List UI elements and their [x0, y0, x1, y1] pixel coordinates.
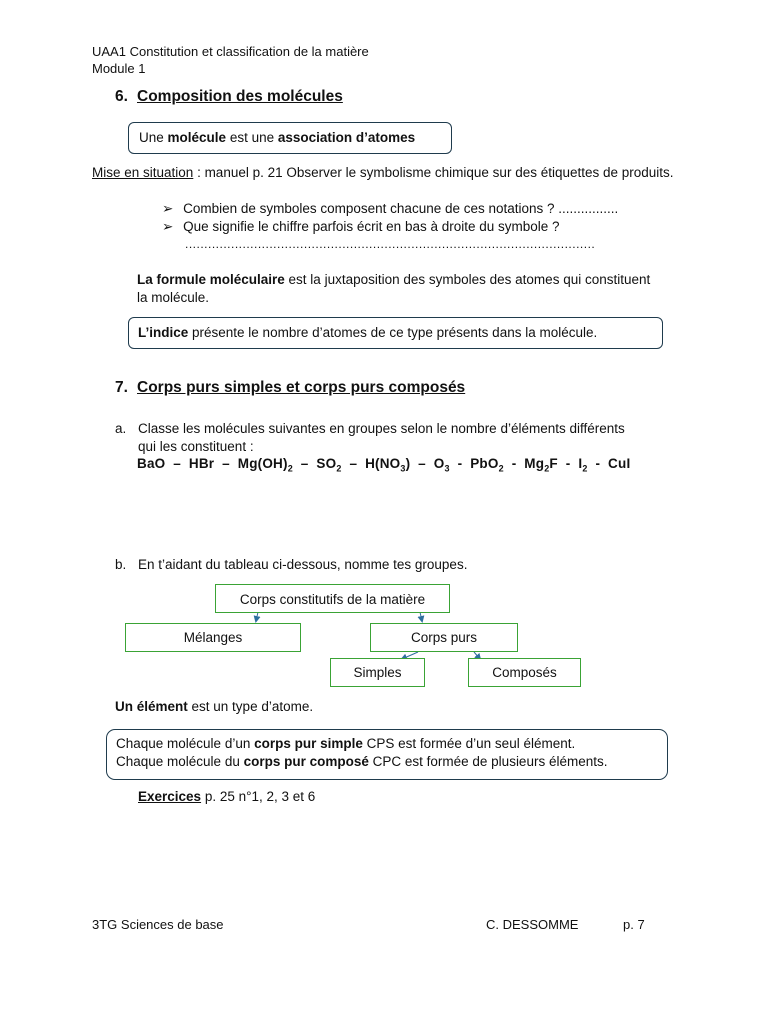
mise-text: : manuel p. 21 Observer le symbolisme chimique sur des étiquettes de produits.: [193, 165, 674, 180]
diagram-corps-purs-box: Corps purs: [370, 623, 518, 652]
footer-page-number: p. 7: [623, 917, 645, 932]
diagram-root-box: Corps constitutifs de la matière: [215, 584, 450, 613]
def-text-2: est une: [226, 130, 278, 145]
element-definition: [115, 698, 313, 716]
def-text-1: Une: [139, 130, 168, 145]
header-title: UAA1 Constitution et classification de la matière: [92, 44, 369, 59]
formula-CuI: CuI: [608, 456, 631, 471]
exercices-line: [138, 788, 315, 806]
def-bold-molecule: molécule: [167, 130, 227, 145]
section-7-title: Corps purs simples et corps purs composés: [137, 379, 466, 396]
header-module: Module 1: [92, 61, 146, 76]
cps-cpc-box: [106, 729, 668, 780]
formula-bold: La formule moléculaire: [137, 272, 285, 287]
footer-author: C. DESSOMME: [486, 917, 579, 932]
mise-label: Mise en situation: [92, 165, 194, 180]
indice-bold: L’indice: [138, 325, 189, 340]
element-bold: Un élément: [115, 699, 188, 714]
formula-text: est la juxtaposition des symboles des atomes qui constituent la molécule.: [137, 272, 651, 305]
diagram-simples-box: Simples: [330, 658, 425, 687]
formula-BaO: BaO: [137, 456, 166, 471]
formula-Mg2F: $Mg_2F$: [524, 456, 558, 474]
exercices-text: p. 25 n°1, 2, 3 et 6: [201, 789, 316, 804]
exercices-label: Exercices: [138, 789, 202, 804]
item-a-label: a.: [115, 421, 127, 436]
element-text: est un type d’atome.: [187, 699, 314, 714]
formula-MgOH2: $Mg(OH)_2$: [237, 456, 293, 474]
footer-course: 3TG Sciences de base: [92, 917, 224, 932]
formula-HBr: HBr: [188, 456, 215, 471]
diagram-melanges-box: Mélanges: [125, 623, 301, 652]
cpc-line: Chaque molécule du corps pur composé CPC est formée de plusieurs éléments.: [116, 754, 608, 769]
arrow-bullet-icon: ➢: [162, 219, 174, 234]
bullet-1-text: Combien de symboles composent chacune de ces notations ? ................: [183, 201, 619, 216]
formula-O3: $O_3$: [433, 456, 450, 474]
diagram-composes-box: Composés: [468, 658, 581, 687]
section-6-number: 6.: [115, 88, 128, 105]
indice-text: présente le nombre d’atomes de ce type présents dans la molécule.: [188, 325, 598, 340]
section-6-title: Composition des molécules: [137, 88, 343, 105]
item-b-text: En t’aidant du tableau ci-dessous, nomme tes groupes.: [138, 557, 468, 572]
item-a-text: Classe les molécules suivantes en groupes selon le nombre d’éléments différents qui les constituent :: [138, 421, 625, 454]
cps-line: Chaque molécule d’un corps pur simple CPS est formée d’un seul élément.: [116, 736, 576, 751]
formula-list: BaO – HBr – $Mg(OH)_2 - SO_2 - H(NO_3) - O_3 - PbO_2 - Mg_2F - I_2$ - CuI: [137, 456, 631, 474]
formula-PbO2: PbO$_2$: [470, 456, 504, 474]
section-7-number: 7.: [115, 379, 128, 396]
bullet-2-text: Que signifie le chiffre parfois écrit en bas à droite du symbole ?: [183, 219, 560, 234]
def-bold-association: association d’atomes: [277, 130, 416, 145]
formula-I2: $I_2$: [578, 456, 588, 474]
formula-HNO3: $H(NO_3)$: [365, 456, 411, 474]
item-b-label: b.: [115, 557, 127, 572]
arrow-bullet-icon: ➢: [162, 201, 174, 216]
formula-SO2: $SO_2$: [316, 456, 342, 474]
answer-dots-line: ...........................................................................................................: [185, 237, 596, 251]
